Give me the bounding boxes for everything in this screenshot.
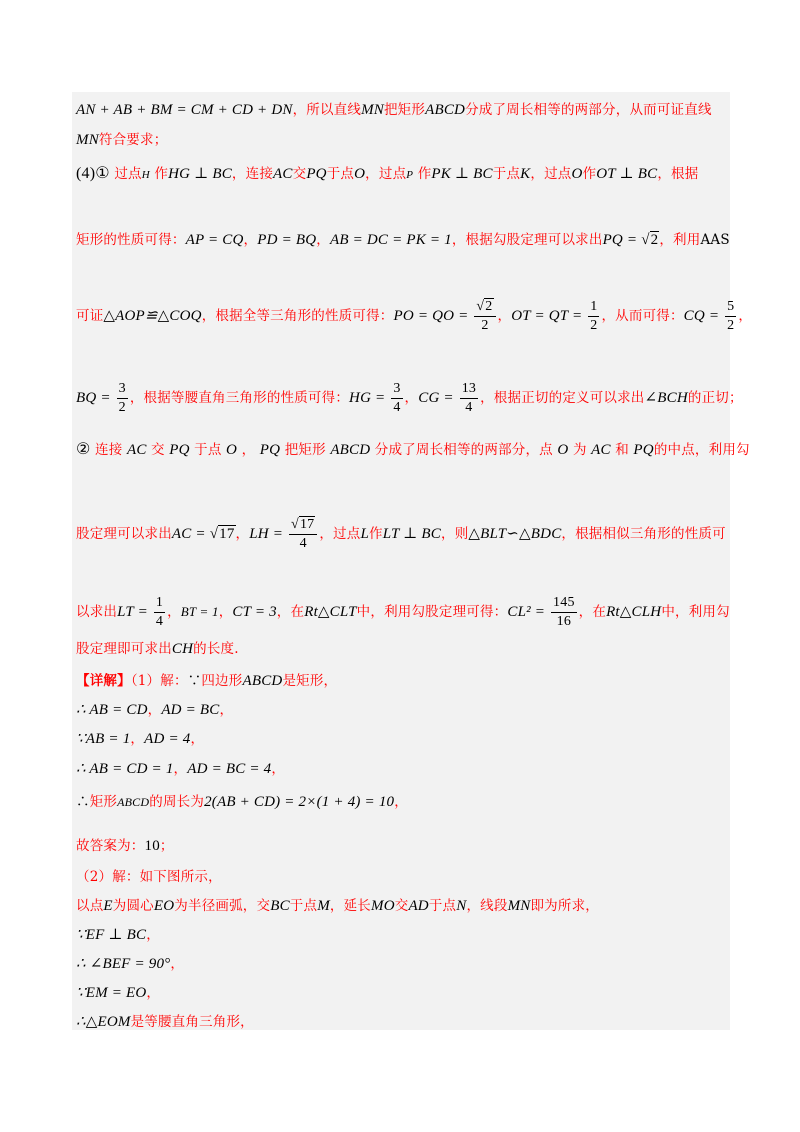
- fraction: [391, 380, 402, 417]
- text-line-11: [76, 669, 337, 690]
- math: Rt△CLH: [606, 604, 662, 620]
- sqrt-radicand: 17: [219, 526, 235, 542]
- text: 为半径画弧，交: [174, 898, 271, 914]
- math: LH =: [249, 526, 288, 542]
- math: CH: [171, 641, 194, 657]
- text: 交: [292, 166, 307, 182]
- text: 是矩形，: [282, 673, 338, 689]
- text: ，: [738, 308, 753, 324]
- math: ABCD: [242, 673, 283, 689]
- fraction: [551, 594, 577, 631]
- text: ，根据正切的定义可以求出: [480, 390, 645, 406]
- math: LT ⊥ BC: [382, 526, 441, 542]
- math: △BLT∽△BDC: [468, 526, 562, 542]
- math: ∵EM = EO: [76, 985, 147, 1001]
- denominator: 4: [393, 400, 401, 415]
- text: ，在: [578, 604, 607, 620]
- text: ，: [173, 761, 188, 777]
- math: AC: [591, 442, 611, 458]
- therefore-symbol: ∴: [76, 794, 90, 810]
- math: ABCD: [330, 442, 371, 458]
- text: 为圆心: [112, 898, 154, 914]
- text: 以求出: [76, 604, 118, 620]
- math: ∵AB = 1: [76, 731, 131, 747]
- text-line-16: [76, 834, 174, 855]
- text: ，: [235, 526, 250, 542]
- math: CL² =: [507, 604, 550, 620]
- math: EO: [153, 898, 175, 914]
- denominator: 2: [727, 318, 735, 333]
- numerator: 3: [391, 380, 402, 399]
- text: ，: [170, 956, 185, 972]
- text: ，过点: [530, 166, 572, 182]
- math: CQ =: [683, 308, 724, 324]
- math: ∴△EOM: [76, 1014, 131, 1030]
- text: ，: [394, 794, 408, 810]
- text: 是等腰直角三角形，: [130, 1014, 254, 1030]
- text-line-5: [76, 298, 752, 335]
- text-line-6: [76, 380, 743, 417]
- math: AB = DC = PK = 1: [329, 232, 452, 248]
- text: 的长度.: [193, 641, 239, 657]
- sqrt-radicand: 2: [650, 232, 659, 248]
- math: AD: [408, 898, 429, 914]
- math: MN: [507, 898, 531, 914]
- text: 符合要求；: [98, 132, 168, 148]
- text: ，: [130, 731, 145, 747]
- text: 交: [394, 898, 409, 914]
- numerator: 2: [485, 299, 493, 314]
- math: OT = QT =: [511, 308, 587, 324]
- math: PQ: [259, 442, 281, 458]
- fraction: $\frac{√17}{4}$: [289, 516, 317, 553]
- text: ，: [271, 761, 286, 777]
- math: ∴ AB = CD = 1: [76, 761, 174, 777]
- text: ；: [159, 838, 174, 854]
- numerator: 1: [154, 594, 165, 613]
- denominator: 4: [155, 614, 164, 629]
- math: PQ: [633, 442, 654, 458]
- denominator: 2: [590, 318, 598, 333]
- text: 于点: [289, 898, 318, 914]
- math: CG =: [418, 390, 458, 406]
- math: BC: [270, 898, 290, 914]
- text: ，: [316, 232, 330, 248]
- math: L: [360, 526, 369, 542]
- text: ，: [147, 702, 162, 718]
- text-line-4: 矩形的性质可得：AP = CQ，PD = BQ，AB = DC = PK = 1，根据勾股定理可以求出PQ = √2，利用AAS: [76, 232, 730, 248]
- text: 即为所求，: [530, 898, 599, 914]
- text: 的周长为: [149, 794, 205, 810]
- text: 以点: [76, 898, 104, 914]
- text-line-2: [76, 128, 167, 149]
- math: PO = QO =: [393, 308, 473, 324]
- math: AP = CQ: [185, 232, 244, 248]
- text: ，延长: [329, 898, 371, 914]
- math: PK ⊥ BC: [431, 166, 493, 182]
- text-line-20: [76, 952, 184, 973]
- fraction: [725, 298, 736, 335]
- text: 矩形: [89, 794, 118, 810]
- text: 为: [572, 442, 587, 458]
- math: MN: [361, 102, 384, 118]
- text: ，利用: [659, 232, 701, 248]
- equation: AN + AB + BM = CM + CD + DN: [76, 102, 293, 118]
- text-line-17: [76, 865, 222, 885]
- math: O: [354, 166, 366, 182]
- text: 于点: [326, 166, 355, 182]
- math: MO: [371, 898, 395, 914]
- math: PQ =: [602, 232, 642, 248]
- text: 于点: [492, 166, 521, 182]
- math: P: [406, 169, 414, 181]
- text: ，根据: [657, 166, 699, 182]
- text: ，: [218, 604, 233, 620]
- math: BT = 1: [180, 604, 219, 619]
- math: AC: [273, 166, 293, 182]
- math: M: [317, 898, 330, 914]
- denominator: 2: [118, 400, 126, 415]
- math: AC: [126, 442, 147, 458]
- answer-value: 10: [144, 838, 160, 854]
- math: AC =: [171, 526, 210, 542]
- math: ABCD: [117, 795, 150, 809]
- math: CT = 3: [232, 604, 277, 620]
- math: ∴ AB = CD: [76, 702, 148, 718]
- text-line-14: [76, 757, 285, 778]
- text: 中，利用勾: [661, 604, 730, 620]
- math: K: [520, 166, 531, 182]
- text: ，: [497, 308, 512, 324]
- text-line-10: [76, 637, 239, 658]
- text: 可证: [76, 308, 104, 324]
- numerator: 5: [725, 298, 736, 317]
- text: 过点: [114, 166, 142, 182]
- math: Rt△CLT: [304, 604, 357, 620]
- text: 于点: [428, 898, 457, 914]
- text-line-19: [76, 923, 160, 944]
- denominator: 2: [481, 318, 489, 333]
- math: ABCD: [425, 102, 466, 118]
- text: ，根据相似三角形的性质可: [561, 526, 726, 542]
- text: ，根据勾股定理可以求出: [451, 232, 603, 248]
- math: AD = BC: [161, 702, 220, 718]
- text: ，在: [276, 604, 305, 620]
- math: ∠BCH: [644, 390, 688, 406]
- text: 的正切；: [687, 390, 743, 406]
- text: ，从而可得：: [601, 308, 684, 324]
- math: OT ⊥ BC: [596, 166, 658, 182]
- text: ，: [167, 604, 181, 620]
- text: AAS: [700, 232, 730, 248]
- math: PQ: [306, 166, 327, 182]
- text: 作: [417, 166, 432, 182]
- text: 分成了周长相等的两部分，点: [374, 442, 553, 458]
- math: LT =: [117, 604, 152, 620]
- math: AD = BC = 4: [187, 761, 272, 777]
- text: ，: [404, 390, 419, 406]
- text: ，线段: [466, 898, 508, 914]
- part-label: (4)①: [76, 165, 110, 182]
- denominator: 16: [556, 614, 572, 629]
- text: 四边形: [201, 673, 243, 689]
- fraction: [460, 380, 478, 417]
- text: ，: [219, 702, 234, 718]
- text: ，所以直线: [292, 102, 362, 118]
- text: ，: [190, 731, 205, 747]
- part-label: ②: [76, 441, 91, 458]
- math: MN: [76, 132, 99, 148]
- math: PQ: [169, 442, 190, 458]
- text: ，过点: [365, 166, 407, 182]
- text: 把矩形: [284, 442, 326, 458]
- denominator: 4: [299, 536, 307, 551]
- math: H: [141, 169, 150, 181]
- numerator: 13: [460, 380, 478, 399]
- math: O: [226, 442, 238, 458]
- text: 分成了周长相等的两部分，从而可证直线: [465, 102, 712, 118]
- numerator: 17: [299, 517, 315, 532]
- text: 作: [582, 166, 597, 182]
- text: 和: [615, 442, 629, 458]
- text-line-13: [76, 727, 204, 748]
- text: 的中点，利用勾: [653, 442, 750, 458]
- text-line-22: [76, 1010, 254, 1031]
- text: 股定理可以求出: [76, 526, 172, 542]
- math: PD = BQ: [257, 232, 317, 248]
- text: 矩形的性质可得：: [76, 232, 186, 248]
- text: ，: [243, 232, 258, 248]
- math: ∴ ∠BEF = 90°: [76, 956, 171, 972]
- text: （1）解：: [130, 673, 188, 689]
- text-line-18: [76, 894, 599, 915]
- math: E: [103, 898, 113, 914]
- text-line-7: [76, 438, 750, 459]
- text: 中，利用勾股定理可得：: [356, 604, 508, 620]
- math: 2(AB + CD) = 2×(1 + 4) = 10: [204, 794, 395, 810]
- text: 股定理即可求出: [76, 641, 172, 657]
- fraction: [117, 380, 128, 417]
- math: △AOP≌△COQ: [103, 308, 202, 324]
- math: HG ⊥ BC: [168, 166, 232, 182]
- math: BQ =: [76, 390, 115, 406]
- text-line-8: 股定理可以求出AC = √17，LH = $\frac{√17}{4}$ ，过点L作LT ⊥ BC，则△BLT∽△BDC，根据相似三角形的性质可: [76, 517, 726, 551]
- text: ，根据等腰直角三角形的性质可得：: [129, 390, 350, 406]
- text: ，: [146, 927, 160, 943]
- text: ，过点: [319, 526, 361, 542]
- text-line-3: [76, 162, 698, 183]
- text-line-21: [76, 981, 160, 1002]
- denominator: 4: [465, 400, 473, 415]
- math: AD = 4: [144, 731, 191, 747]
- math: ∵EF ⊥ BC: [76, 927, 147, 943]
- text: 故答案为：: [76, 838, 145, 854]
- text-line-9: [76, 594, 730, 631]
- text: 把矩形: [383, 102, 426, 118]
- text-line-15: [76, 790, 408, 811]
- text: 作: [369, 526, 383, 542]
- numerator: 145: [551, 594, 577, 613]
- text: ，: [241, 442, 256, 458]
- text: 于点: [194, 442, 222, 458]
- text: ，根据全等三角形的性质可得：: [201, 308, 394, 324]
- text: 作: [154, 166, 169, 182]
- because-symbol: ∵: [187, 673, 202, 689]
- text: 交: [151, 442, 165, 458]
- numerator: 3: [117, 380, 128, 399]
- text-line-1: [76, 98, 712, 119]
- math: O: [557, 442, 569, 458]
- text: ，: [146, 985, 161, 1001]
- text-line-12: [76, 698, 233, 719]
- numerator: 1: [588, 298, 599, 317]
- text: （2）解：如下图所示，: [76, 869, 222, 885]
- fraction: [154, 594, 165, 631]
- detail-heading: 【详解】: [76, 673, 131, 689]
- fraction: $\frac{√2}{2}$: [474, 298, 495, 335]
- fraction: [588, 298, 599, 335]
- math: HG =: [349, 390, 390, 406]
- text: 连接: [95, 442, 123, 458]
- math: O: [571, 166, 583, 182]
- text: ，则: [441, 526, 469, 542]
- text: ，连接: [231, 166, 274, 182]
- math: N: [456, 898, 467, 914]
